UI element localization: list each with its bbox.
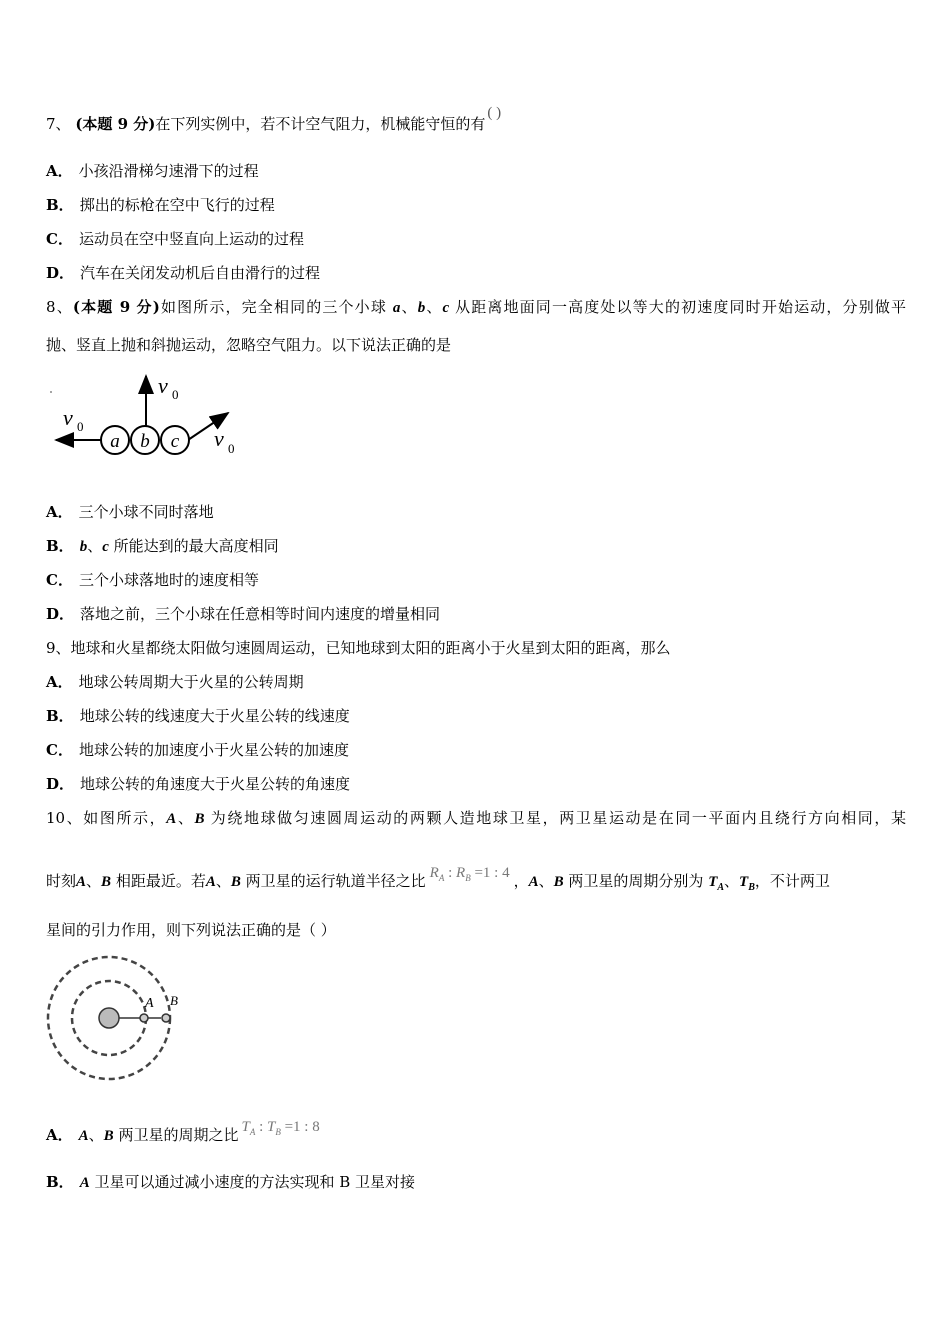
q10-stem-line3: 星间的引力作用，则下列说法正确的是（ ） — [46, 921, 336, 939]
q9-option-a: A． 地球公转周期大于火星的公转周期 — [46, 673, 304, 691]
q8-option-b: B． b、c 所能达到的最大高度相同 — [46, 537, 279, 555]
q7-number: 7、 — [46, 115, 71, 133]
q8-stem-line2: 抛、竖直上抛和斜抛运动，忽略空气阻力。以下说法正确的是 — [46, 336, 452, 354]
q10-option-a: A． A、B 两卫星的周期之比 $T_A$ : $T_B =1$ : 8 — [46, 1119, 320, 1144]
label-v-left: v — [63, 405, 73, 430]
q8-option-c: C． 三个小球落地时的速度相等 — [46, 571, 259, 589]
q7-stem — [46, 105, 502, 135]
label-v-left-sub: 0 — [77, 419, 84, 434]
q7-option-a: A． 小孩沿滑梯匀速滑下的过程 — [46, 162, 259, 180]
q7-option-c: C． 运动员在空中竖直向上运动的过程 — [46, 230, 304, 248]
label-a: a — [110, 431, 120, 452]
q9-option-c: C． 地球公转的加速度小于火星公转的加速度 — [46, 741, 349, 759]
q8-option-a: A． 三个小球不同时落地 — [46, 503, 214, 521]
q7-stem-text: 在下列实例中，若不计空气阻力，机械能守恒的有 — [155, 115, 486, 133]
label-v-up-sub: 0 — [172, 387, 179, 402]
q9-option-d: D． 地球公转的角速度大于火星公转的角速度 — [46, 775, 351, 793]
ratio-ra-rb: $R_A$ : $R_B =1$ : 4 — [429, 865, 510, 883]
q8-stem-line1: 8、(本题 9 分)如图所示，完全相同的三个小球 a、b、c 从距离地面同一高度处以等大的初速度同时开始运动，分别做平 — [46, 298, 906, 316]
satellite-b — [162, 1014, 170, 1022]
label-v-up: v — [158, 373, 168, 398]
label-v-diag-sub: 0 — [228, 441, 235, 456]
q9-option-b: B． 地球公转的线速度大于火星公转的线速度 — [46, 707, 350, 725]
q10-option-b: B． A 卫星可以通过减小速度的方法实现和 B 卫星对接 — [46, 1173, 416, 1191]
satellite-a — [140, 1014, 148, 1022]
q7-source: (本题 9 分) — [75, 115, 156, 133]
q8-option-d: D． 落地之前，三个小球在任意相等时间内速度的增量相同 — [46, 605, 441, 623]
q10-stem-line2: 时刻A、B 相距最近。若A、B 两卫星的运行轨道半径之比 $R_A$ : $R_B =1$ : 4 ，A、B 两卫星的周期分别为 $T_A$、$T_B$，不计两卫 — [46, 865, 830, 893]
q10-figure-orbits — [46, 955, 191, 1083]
q7-option-b: B． 掷出的标枪在空中飞行的过程 — [46, 196, 275, 214]
label-B: B — [170, 993, 178, 1008]
label-b: b — [140, 431, 150, 452]
earth — [99, 1008, 119, 1028]
q9-stem: 9、地球和火星都绕太阳做匀速圆周运动，已知地球到太阳的距离小于火星到太阳的距离，那么 — [46, 639, 671, 657]
q8-figure-balls — [46, 368, 246, 460]
q7-option-d: D． 汽车在关闭发动机后自由滑行的过程 — [46, 264, 321, 282]
ratio-ta-tb: $T_A$ : $T_B =1$ : 8 — [241, 1119, 320, 1137]
q10-stem-line1: 10、如图所示，A、B 为绕地球做匀速圆周运动的两颗人造地球卫星，两卫星运动是在同一平面内且绕行方向相同，某 — [46, 809, 906, 827]
label-v-diag: v — [214, 426, 224, 451]
label-A: A — [145, 996, 154, 1011]
label-c: c — [170, 431, 180, 452]
q7-answer-paren: ( ) — [487, 105, 502, 121]
q8-number: 8、 — [46, 298, 73, 316]
q8-source: (本题 9 分) — [72, 298, 160, 316]
